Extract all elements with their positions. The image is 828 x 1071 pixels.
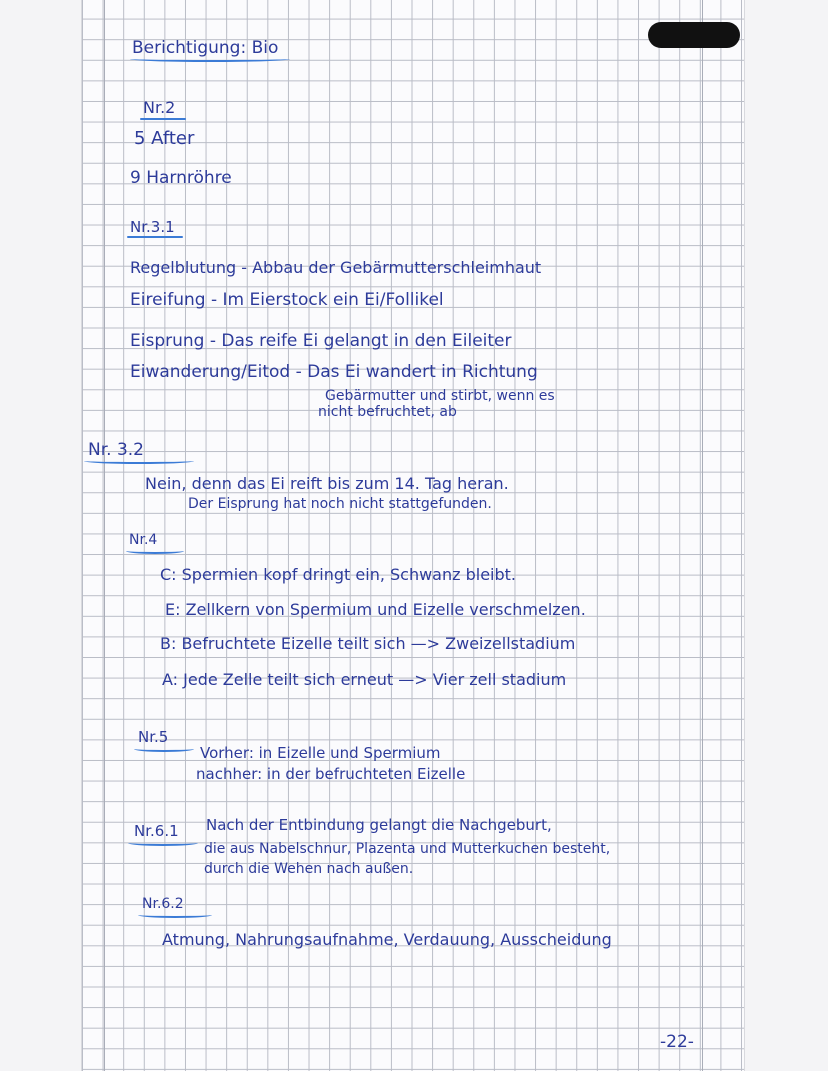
nr61-heading: Nr.6.1 [134,822,179,840]
margin-line [104,0,105,1071]
nr2-underline [140,118,186,120]
redaction-bar [648,22,740,48]
nr5-heading: Nr.5 [138,728,169,746]
nr4-heading: Nr.4 [129,532,158,548]
nr31-line: Eireifung - Im Eierstock ein Ei/Follikel [130,290,444,310]
nr32-line: Der Eisprung hat noch nicht stattgefunden. [188,496,492,512]
nr5-line: nachher: in der befruchteten Eizelle [196,765,466,783]
nr32-underline [84,458,194,464]
nr4-underline [126,548,184,554]
nr61-underline [128,840,198,846]
nr61-line: durch die Wehen nach außen. [204,861,414,877]
nr32-line: Nein, denn das Ei reift bis zum 14. Tag heran. [145,474,509,493]
nr62-line: Atmung, Nahrungsaufnahme, Verdauung, Ausscheidung [162,930,612,949]
nr2-line: 9 Harnröhre [130,168,232,188]
nr31-line: Regelblutung - Abbau der Gebärmutterschleimhaut [130,258,542,277]
nr31-line: Eisprung - Das reife Ei gelangt in den Eileiter [130,331,512,351]
page-number: -22- [660,1032,694,1052]
nr4-line: E: Zellkern von Spermium und Eizelle verschmelzen. [165,600,586,619]
nr31-line: Eiwanderung/Eitod - Das Ei wandert in Richtung [130,362,538,382]
nr62-heading: Nr.6.2 [142,896,184,912]
nr5-line: Vorher: in Eizelle und Spermium [200,744,441,762]
nr2-line: 5 After [134,128,195,149]
nr31-underline [127,236,183,238]
nr4-line: A: Jede Zelle teilt sich erneut —> Vier zell stadium [162,670,567,689]
nr61-line: Nach der Entbindung gelangt die Nachgeburt, [206,816,552,834]
margin-line [702,0,703,1071]
nr4-line: C: Spermien kopf dringt ein, Schwanz bleibt. [160,565,517,584]
nr61-line: die aus Nabelschnur, Plazenta und Mutterkuchen besteht, [204,841,611,857]
nr31-line: nicht befruchtet, ab [318,404,457,420]
nr62-underline [138,912,212,918]
nr31-heading: Nr.3.1 [130,218,175,236]
nr5-underline [134,746,194,752]
nr2-heading: Nr.2 [143,98,176,117]
title-underline [130,56,290,62]
page-title: Berichtigung: Bio [132,38,279,58]
nr32-heading: Nr. 3.2 [88,440,144,460]
nr31-line: Gebärmutter und stirbt, wenn es [325,388,555,404]
nr4-line: B: Befruchtete Eizelle teilt sich —> Zweizellstadium [160,634,576,653]
